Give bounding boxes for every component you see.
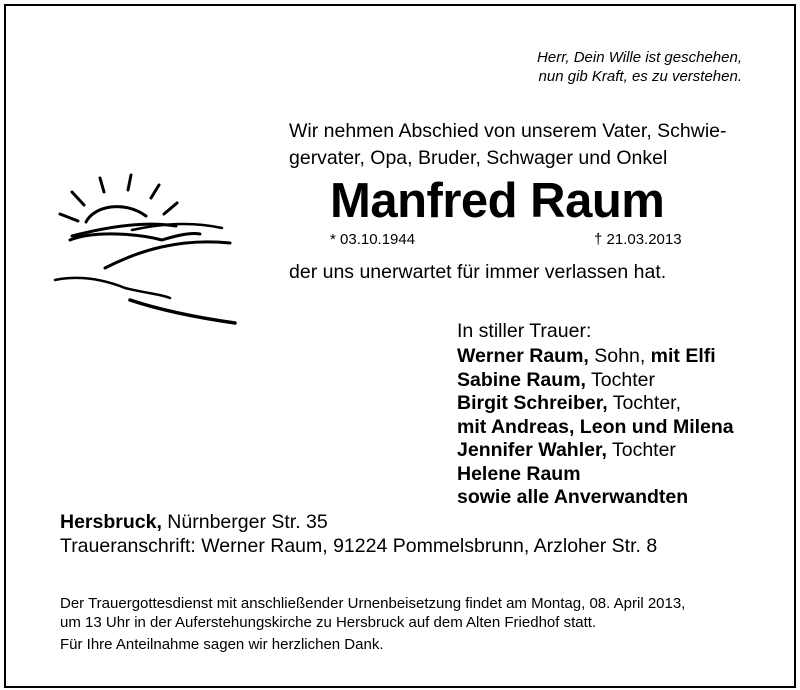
mourner-line: mit Andreas, Leon und Milena: [457, 415, 734, 438]
thanks-line: Für Ihre Anteilnahme sagen wir herzlichen Dank.: [60, 636, 384, 653]
quote-line-2: nun gib Kraft, es zu verstehen.: [538, 68, 742, 85]
deceased-name: Manfred Raum: [330, 174, 665, 228]
mourner-line: Werner Raum, Sohn, mit Elfi: [457, 345, 716, 367]
home-address: Hersbruck, Nürnberger Str. 35: [60, 511, 328, 533]
intro-line-1: Wir nehmen Abschied von unserem Vater, Schwie-: [289, 120, 727, 142]
mourner-line: sowie alle Anverwandten: [457, 486, 689, 508]
sunset-hills-icon: [50, 170, 250, 330]
mourner-line: Helene Raum: [457, 462, 581, 485]
service-info-line-2: um 13 Uhr in der Auferstehungskirche zu Hersbruck auf dem Alten Friedhof statt.: [60, 614, 597, 631]
service-info-line-1: Der Trauergottesdienst mit anschließender Urnenbeisetzung findet am Montag, 08. April 2013,: [60, 595, 686, 612]
mourner-line: Sabine Raum, Tochter: [457, 368, 655, 391]
mourner-line: Jennifer Wahler, Tochter: [457, 439, 676, 461]
mourners-heading: In stiller Trauer:: [457, 320, 592, 342]
quote-line-1: Herr, Dein Wille ist geschehen,: [537, 49, 742, 66]
intro-line-2: gervater, Opa, Bruder, Schwager und Onkel: [289, 147, 668, 169]
mourning-address: Traueranschrift: Werner Raum, 91224 Pommelsbrunn, Arzloher Str. 8: [60, 535, 658, 557]
birth-date: * 03.10.1944: [330, 231, 416, 248]
departure-text: der uns unerwartet für immer verlassen hat.: [289, 261, 667, 283]
mourner-line: Birgit Schreiber, Tochter,: [457, 392, 681, 414]
death-date: † 21.03.2013: [594, 231, 682, 248]
